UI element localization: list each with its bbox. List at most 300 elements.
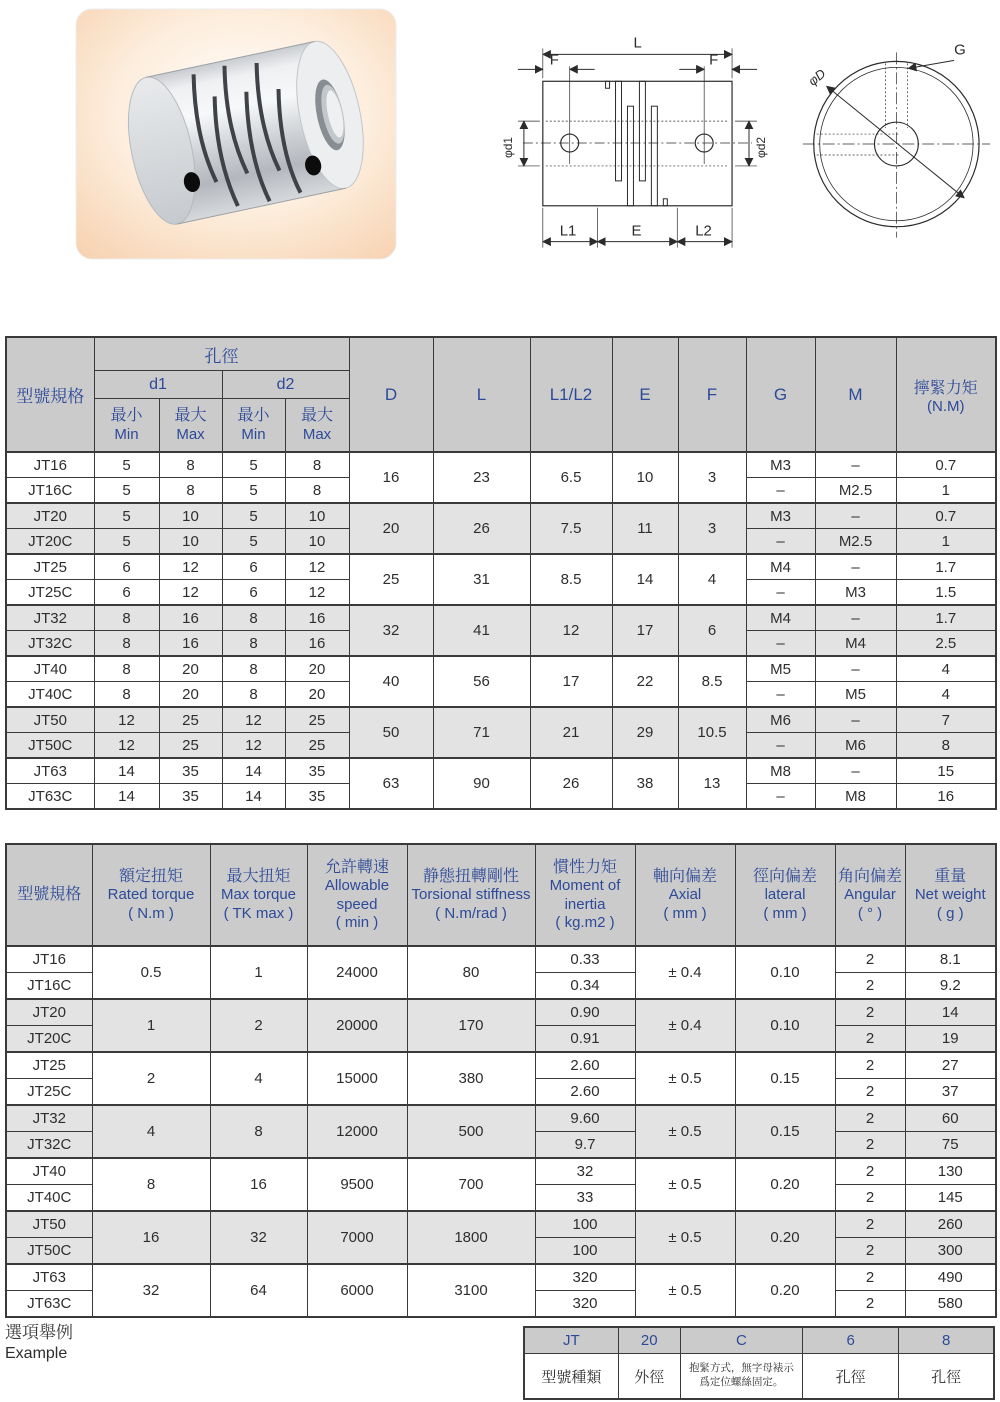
col-header-F: F [678,337,746,452]
dimension-drawing [498,16,996,286]
spec-cell: 35 [159,784,222,810]
spec-cell: 1 [210,946,307,999]
spec-cell: 63 [349,758,433,809]
spec-cell: 2.60 [535,1052,635,1079]
spec-cell: 12 [159,554,222,580]
spec-cell: 25 [349,554,433,605]
spec-cell: 8 [222,682,285,708]
example-section [5,1318,995,1402]
spec-cell: 380 [407,1052,535,1105]
spec-cell: 5 [222,529,285,555]
model-cell: JT16 [6,452,94,478]
model-cell: JT32C [6,1132,92,1159]
dim-label-E: E [631,222,642,240]
spec-cell: 8 [94,656,159,682]
spec-cell: 33 [535,1185,635,1212]
spec-cell: 100 [535,1238,635,1265]
spec-cell: 16 [285,631,349,657]
col-header-bore: 孔徑 [94,337,349,371]
spec-cell: 2 [835,1291,905,1318]
dim-label-G: G [954,41,966,59]
spec-cell: 80 [407,946,535,999]
header-line: 角向偏差 [837,867,902,885]
spec-cell: 35 [285,758,349,784]
spec-table-performance [5,843,997,1318]
spec-cell: 1.7 [896,554,996,580]
spec-cell: 2.60 [535,1079,635,1106]
spec-cell: 0.90 [535,999,635,1026]
table-row-JT40 [6,656,996,682]
spec-cell: – [746,682,815,708]
col-header-E: E [612,337,678,452]
spec-cell: 8 [94,682,159,708]
header-line: 額定扭矩 [118,867,183,885]
example-table [523,1326,995,1400]
spec-cell: M3 [746,452,815,478]
spec-cell: 0.20 [735,1211,835,1264]
model-cell: JT40C [6,1185,92,1212]
spec-cell: 32 [535,1158,635,1185]
spec-cell: 12 [530,605,612,656]
spec-cell: 0.7 [896,503,996,529]
spec-cell: 0.10 [735,946,835,999]
spec-cell: 170 [407,999,535,1052]
header-line: Torsional stiffness [411,886,531,904]
torque-header-unit: (N.M) [927,397,965,415]
col-header-7 [735,844,835,946]
spec-cell: 0.34 [535,973,635,1000]
dim-label-D: φD [805,65,829,89]
table-row-JT16 [6,452,996,478]
spec-cell: 13 [678,758,746,809]
spec-cell: 0.5 [92,946,210,999]
example-code-cell: 6 [803,1327,899,1354]
spec-cell: 5 [94,452,159,478]
spec-cell: – [815,707,896,733]
spec-cell: 17 [612,605,678,656]
table-row-JT50 [6,1211,996,1238]
header-line: Axial [668,886,702,904]
torque-header-zh: 擰緊力矩 [913,379,978,397]
dim-label-L: L [633,34,642,52]
spec-cell: 0.91 [535,1026,635,1053]
side-view [518,48,757,247]
spec-cell: 6000 [307,1264,407,1317]
spec-cell: 35 [285,784,349,810]
spec-cell: 8 [285,478,349,504]
model-cell: JT50 [6,707,94,733]
header-line: 軸向偏差 [652,867,717,885]
spec-cell: 12 [222,733,285,759]
spec-cell: 75 [905,1132,996,1159]
spec-cell: – [746,631,815,657]
spec-cell: 2 [210,999,307,1052]
spec-cell: 6 [94,580,159,606]
header-line: Rated torque [107,886,195,904]
spec-cell: – [746,784,815,810]
spec-cell: 12000 [307,1105,407,1158]
example-code-cell: C [680,1327,802,1354]
spec-cell: 25 [159,707,222,733]
spec-cell: – [746,580,815,606]
col-header-M: M [815,337,896,452]
table-row-JT20 [6,503,996,529]
spec-cell: 10 [285,529,349,555]
col-header-G: G [746,337,815,452]
header-line: ( N.m/rad ) [435,904,507,922]
model-cell: JT20C [6,1026,92,1053]
col-header-d1-max: 最大 Max [159,399,222,453]
table-row-JT63 [6,1264,996,1291]
spec-cell: M2.5 [815,478,896,504]
table-row-JT40 [6,1158,996,1185]
spec-cell: M3 [815,580,896,606]
model-cell: JT63C [6,1291,92,1318]
model-cell: JT25 [6,554,94,580]
dim-label-d1: φd1 [500,136,515,158]
spec-cell: 16 [896,784,996,810]
header-line: ( g ) [936,904,964,922]
spec-cell: ± 0.5 [635,1158,735,1211]
spec-cell: 8 [159,452,222,478]
model-cell: JT16 [6,946,92,973]
spec-cell: 14 [94,784,159,810]
example-desc-cell: 孔徑 [899,1354,994,1400]
header-line: 型號規格 [17,886,82,904]
spec-cell: 2.5 [896,631,996,657]
col-header-torque [896,337,996,452]
spec-cell: 0.20 [735,1264,835,1317]
spec-cell: 90 [433,758,530,809]
spec-cell: 32 [210,1211,307,1264]
model-cell: JT40 [6,656,94,682]
spec-cell: 130 [905,1158,996,1185]
spec-cell: 40 [349,656,433,707]
spec-cell: 2 [835,973,905,1000]
spec-cell: M5 [815,682,896,708]
col-header-8 [835,844,905,946]
model-cell: JT63 [6,1264,92,1291]
spec-cell: 12 [94,707,159,733]
front-view [803,52,990,237]
spec-cell: 5 [94,478,159,504]
spec-cell: 15 [896,758,996,784]
spec-cell: 14 [222,784,285,810]
model-cell: JT16C [6,478,94,504]
spec-cell: 2 [835,1026,905,1053]
spec-cell: 700 [407,1158,535,1211]
header-line: ( min ) [335,913,379,931]
spec-cell: 0.33 [535,946,635,973]
spec-cell: 4 [92,1105,210,1158]
spec-cell: 9.7 [535,1132,635,1159]
dim-label-L2: L2 [695,222,712,240]
spec-cell: 145 [905,1185,996,1212]
spec-cell: 8 [896,733,996,759]
col-header-1 [92,844,210,946]
spec-cell: 5 [222,478,285,504]
spec-cell: 38 [612,758,678,809]
spec-cell: 320 [535,1264,635,1291]
spec-cell: 5 [222,452,285,478]
spec-cell: 9.2 [905,973,996,1000]
spec-cell: 1 [92,999,210,1052]
table-row-JT32 [6,1105,996,1132]
spec-cell: 3100 [407,1264,535,1317]
spec-cell: – [746,478,815,504]
spec-table-dimensions [5,336,997,810]
spec-cell: 100 [535,1211,635,1238]
header-line: Net weight [914,886,986,904]
spec-cell: 23 [433,452,530,503]
model-cell: JT20 [6,999,92,1026]
spec-cell: 8 [159,478,222,504]
spec-cell: 0.10 [735,999,835,1052]
spec-cell: 26 [530,758,612,809]
spec-cell: 25 [159,733,222,759]
spec-cell: 12 [94,733,159,759]
example-desc-row [524,1354,994,1400]
spec-cell: 10 [159,503,222,529]
table-row-JT20 [6,999,996,1026]
spec-cell: 21 [530,707,612,758]
spec-cell: 7 [896,707,996,733]
spec-cell: 6.5 [530,452,612,503]
spec-cell: – [815,452,896,478]
spec-cell: M8 [815,784,896,810]
spec-cell: 10 [159,529,222,555]
spec-cell: 10 [612,452,678,503]
spec-cell: ± 0.5 [635,1264,735,1317]
spec-cell: 16 [210,1158,307,1211]
spec-cell: 0.15 [735,1052,835,1105]
spec-cell: 64 [210,1264,307,1317]
spec-cell: 5 [94,503,159,529]
model-cell: JT32 [6,605,94,631]
coupling-photo-art [75,8,397,260]
spec-cell: 15000 [307,1052,407,1105]
spec-cell: M8 [746,758,815,784]
spec-cell: 14 [94,758,159,784]
spec-cell: M6 [815,733,896,759]
spec-cell: 2 [835,1185,905,1212]
col-header-9 [905,844,996,946]
model-cell: JT32C [6,631,94,657]
header-line: ( TK max ) [223,904,294,922]
example-title-en: Example [5,1345,68,1362]
spec-cell: 16 [92,1211,210,1264]
spec-cell: 8 [210,1105,307,1158]
col-header-D: D [349,337,433,452]
spec-cell: 6 [94,554,159,580]
spec-cell: 8 [222,605,285,631]
model-cell: JT25C [6,580,94,606]
spec-cell: 20000 [307,999,407,1052]
spec-cell: – [815,605,896,631]
spec-cell: 14 [612,554,678,605]
col-header-6 [635,844,735,946]
spec-cell: 14 [222,758,285,784]
dim-label-F-right: F [709,51,719,69]
spec-cell: 25 [285,707,349,733]
spec-cell: 2 [835,1105,905,1132]
top-section [0,0,1000,332]
spec-cell: 20 [285,656,349,682]
spec-cell: 56 [433,656,530,707]
spec-cell: ± 0.4 [635,999,735,1052]
spec-cell: 16 [159,605,222,631]
header-line: 徑向偏差 [752,867,817,885]
model-cell: JT16C [6,973,92,1000]
spec-cell: 4 [896,656,996,682]
example-title-zh: 選項舉例 [5,1323,73,1342]
spec-cell: 2 [835,946,905,973]
spec-cell: 12 [285,580,349,606]
spec-cell: 4 [896,682,996,708]
spec-cell: 8 [94,605,159,631]
spec-cell: 19 [905,1026,996,1053]
table-row-JT16 [6,946,996,973]
spec-cell: 22 [612,656,678,707]
spec-cell: 9.60 [535,1105,635,1132]
spec-cell: 14 [905,999,996,1026]
model-cell: JT25 [6,1052,92,1079]
spec-cell: 2 [835,1264,905,1291]
spec-cell: 6 [678,605,746,656]
header-line: ( N.m ) [128,904,174,922]
col-header-d1-min: 最小 Min [94,399,159,453]
spec-cell: 2 [835,1158,905,1185]
spec-cell: 32 [92,1264,210,1317]
spec-cell: ± 0.4 [635,946,735,999]
spec-cell: 7.5 [530,503,612,554]
spec-cell: 20 [159,682,222,708]
spec-cell: 1800 [407,1211,535,1264]
spec-cell: 2 [835,1079,905,1106]
header-line: Moment of inertia [549,877,621,913]
spec-cell: 2 [835,1052,905,1079]
header-line: lateral [764,886,806,904]
spec-cell: M5 [746,656,815,682]
col-header-L: L [433,337,530,452]
spec-cell: – [815,503,896,529]
spec-cell: 8 [285,452,349,478]
spec-cell: 6 [222,554,285,580]
col-header-d2-min: 最小 Min [222,399,285,453]
spec-cell: 9500 [307,1158,407,1211]
spec-cell: – [815,554,896,580]
spec-cell: 10.5 [678,707,746,758]
spec-cell: 24000 [307,946,407,999]
header-line: Angular [844,886,896,904]
model-cell: JT40 [6,1158,92,1185]
spec-cell: 29 [612,707,678,758]
example-desc-cell: 型號種類 [524,1354,618,1400]
spec-cell: 16 [349,452,433,503]
header-line: 重量 [934,867,967,885]
example-desc-cell: 抱緊方式，無字母裱示爲定位螺絲固定。 [680,1354,802,1400]
product-photo [75,8,397,260]
header-line: ( mm ) [663,904,707,922]
table-row-JT25 [6,1052,996,1079]
spec-cell: 8 [92,1158,210,1211]
spec-cell: 7000 [307,1211,407,1264]
example-desc-cell: 外徑 [618,1354,680,1400]
spec-cell: 8.5 [530,554,612,605]
model-cell: JT25C [6,1079,92,1106]
spec-cell: 1.7 [896,605,996,631]
header-line: ( kg.m2 ) [555,913,615,931]
col-header-2 [210,844,307,946]
spec-cell: 25 [285,733,349,759]
model-cell: JT50C [6,733,94,759]
spec-cell: – [746,529,815,555]
spec-cell: ± 0.5 [635,1211,735,1264]
spec-cell: 6 [222,580,285,606]
spec-cell: – [815,758,896,784]
header-line: 最大扭矩 [226,867,291,885]
header-line: 慣性力矩 [552,858,617,876]
dim-label-d2: φd2 [753,136,768,158]
spec-cell: 27 [905,1052,996,1079]
spec-cell: 37 [905,1079,996,1106]
spec-cell: 300 [905,1238,996,1265]
col-header-0 [6,844,92,946]
spec-cell: 2 [835,1211,905,1238]
spec-cell: M6 [746,707,815,733]
spec-cell: 0.20 [735,1158,835,1211]
spec-cell: 17 [530,656,612,707]
col-header-5 [535,844,635,946]
spec-cell: 32 [349,605,433,656]
header-line: Allowable speed [324,877,390,913]
spec-cell: 260 [905,1211,996,1238]
spec-cell: 320 [535,1291,635,1318]
spec-cell: 31 [433,554,530,605]
spec-cell: M4 [746,554,815,580]
example-code-cell: 8 [899,1327,994,1354]
spec-cell: – [815,656,896,682]
spec-cell: M4 [815,631,896,657]
spec-cell: 490 [905,1264,996,1291]
spec-cell: 41 [433,605,530,656]
spec-cell: 16 [159,631,222,657]
example-code-row [524,1327,994,1354]
dim-label-L1: L1 [559,222,577,240]
example-code-cell: JT [524,1327,618,1354]
col-header-d2-max: 最大 Max [285,399,349,453]
table-row-JT50 [6,707,996,733]
spec-cell: 2 [835,999,905,1026]
model-cell: JT20 [6,503,94,529]
spec-cell: ± 0.5 [635,1052,735,1105]
spec-cell: 3 [678,503,746,554]
spec-cell: 26 [433,503,530,554]
spec-cell: 0.7 [896,452,996,478]
spec-cell: 5 [222,503,285,529]
model-cell: JT63 [6,758,94,784]
spec-cell: 2 [835,1132,905,1159]
model-cell: JT63C [6,784,94,810]
spec-cell: 580 [905,1291,996,1318]
spec-cell: 50 [349,707,433,758]
spec-cell: 1.5 [896,580,996,606]
spec-cell: – [746,733,815,759]
header-line: 允許轉速 [324,858,389,876]
spec-cell: 5 [94,529,159,555]
model-cell: JT50 [6,1211,92,1238]
spec-cell: 8.1 [905,946,996,973]
